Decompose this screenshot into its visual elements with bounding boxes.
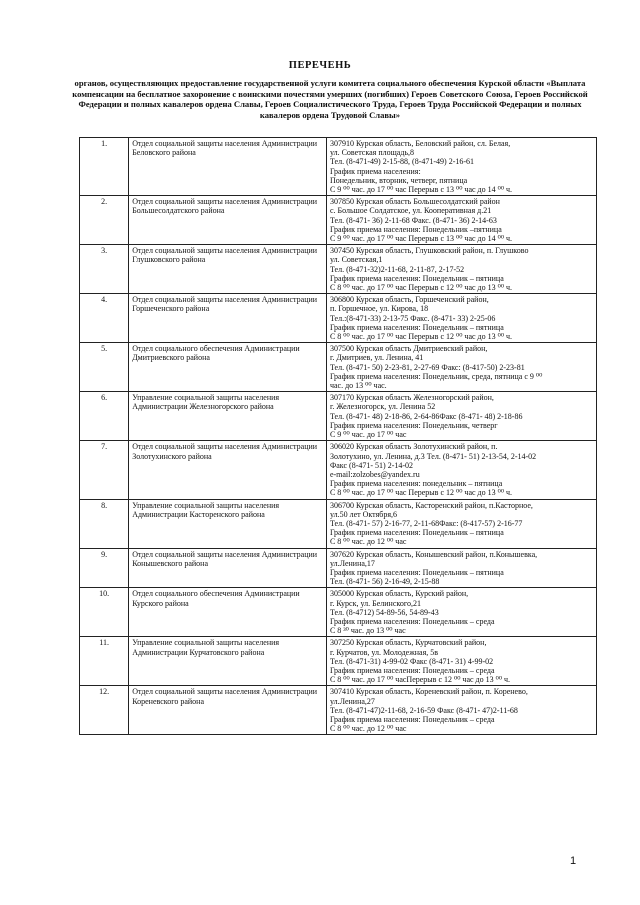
contact-line: Тел. (8-471- 48) 2-18-86, 2-64-86Факс (8-471- 48) 2-18-86 [329,411,523,421]
organization-name: Отдел социальной защиты населения Администрации Беловского района [129,138,327,196]
contact-line: Тел. (8-471- 50) 2-23-81, 2-27-69 Факс: (8-417-50) 2-23-81 [329,362,525,372]
table-row [80,245,597,294]
contact-line: г. Железногорск, ул. Ленина 52 [329,402,436,412]
contact-line: Тел. (8-471-47)2-11-68, 2-16-59 Факс (8-471- 47)2-11-68 [329,705,518,715]
contact-line: С 8 ⁰⁰ час. до 17 ⁰⁰ часПерерыв с 12 ⁰⁰ час до 13 ⁰⁰ ч. [329,675,511,685]
row-number: 6. [80,392,129,441]
contact-line: С 8 ⁰⁰ час. до 12 ⁰⁰ час [329,537,407,547]
contact-line: График приема населения: Понедельник, среда, пятница с 9 ⁰⁰ [329,371,543,381]
row-number: 8. [80,499,129,548]
contact-line: С 9 ⁰⁰ час. до 17 ⁰⁰ час Перерыв с 13 ⁰⁰ час до 14 ⁰⁰ ч. [329,234,513,244]
table-row [80,441,597,499]
organization-name: Отдел социальной защиты населения Администрации Золотухинского района [129,441,327,499]
table-row [80,637,597,686]
organizations-table-body [80,138,597,735]
contact-line: 307250 Курская область, Курчатовский район, [329,638,487,648]
contact-line: С 9 ⁰⁰ час. до 17 ⁰⁰ час Перерыв с 13 ⁰⁰ час до 14 ⁰⁰ ч. [329,185,513,195]
contact-info [326,441,596,499]
table-row [80,343,597,392]
row-number: 11. [80,637,129,686]
contact-line: С 8 ⁰⁰ час. до 12 ⁰⁰ час [329,724,407,734]
organization-name: Отдел социальной защиты населения Администрации Кореневского района [129,686,327,735]
contact-line: ул.Ленина,27 [329,696,375,706]
contact-line: ул. Советская площадь,8 [329,148,415,158]
row-number: 10. [80,588,129,637]
contact-line: График приема населения: [329,166,421,176]
organization-name: Отдел социального обеспечения Администрации Курского района [129,588,327,637]
contact-line: 306800 Курская область, Горшеченский район, [329,295,489,305]
organization-name: Управление социальной защиты населения Администрации Курчатовского района [129,637,327,686]
contact-line: Тел. (8-471-31) 4-99-02 Факс (8-471- 31) 4-99-02 [329,656,494,666]
contact-line: Золотухино, ул. Ленина, д.3 Тел. (8-471- 51) 2-13-54, 2-14-02 [329,451,537,461]
table-row [80,392,597,441]
document-title: ПЕРЕЧЕНЬ [288,60,352,71]
organization-name: Управление социальной защиты населения Администрации Железногорского района [129,392,327,441]
contact-line: График приема населения: Понедельник – пятница [329,567,504,577]
contact-line: С 8 ⁰⁰ час. до 17 ⁰⁰ час Перерыв с 12 ⁰⁰ час до 13 ⁰⁰ ч. [329,488,513,498]
contact-line: 307850 Курская область Большесолдатский район [329,197,500,207]
table-row [80,499,597,548]
contact-line: 307170 Курская область Железногорский район, [329,393,494,403]
row-number: 5. [80,343,129,392]
contact-line: ул.Ленина,17 [329,558,375,568]
contact-line: e-mail:zolzobes@yandex.ru [329,469,420,479]
contact-line: График приема населения: Понедельник – пятница [329,322,504,332]
organization-name: Отдел социального обеспечения Администрации Дмитриевского района [129,343,327,392]
contact-line: График приема населения: понедельник – пятница [329,479,503,489]
organizations-table [79,137,597,735]
contact-line: час. до 13 ⁰⁰ час. [329,381,387,391]
contact-line: Тел. (8-4712) 54-89-56, 54-89-43 [329,607,439,617]
contact-line: г. Дмитриев, ул. Ленина, 41 [329,353,424,363]
contact-line: График приема населения: Понедельник – среда [329,714,495,724]
contact-line: Тел. (8-471- 56) 2-16-49, 2-15-88 [329,577,440,587]
contact-line: С 8 ³⁰ час. до 13 ⁰⁰ час [329,626,406,636]
contact-line: ул.50 лет Октября,6 [329,509,397,519]
table-row [80,138,597,196]
contact-line: С 8 ⁰⁰ час. до 17 ⁰⁰ час Перерыв с 12 ⁰⁰ час до 13 ⁰⁰ ч. [329,283,513,293]
table-row [80,294,597,343]
contact-line: 307620 Курская область, Конышевский район, п.Конышевка, [329,549,538,559]
contact-info [326,548,596,588]
contact-info [326,392,596,441]
row-number: 7. [80,441,129,499]
contact-line: С 8 ⁰⁰ час. до 17 ⁰⁰ час Перерыв с 12 ⁰⁰ час до 13 ⁰⁰ ч. [329,332,513,342]
organization-name: Отдел социальной защиты населения Администрации Конышевского района [129,548,327,588]
contact-info [326,637,596,686]
contact-line: г. Курчатов, ул. Молодежная, 5в [329,647,439,657]
contact-line: Тел. (8-471-49) 2-15-88, (8-471-49) 2-16-61 [329,157,475,167]
organization-name: Отдел социальной защиты населения Администрации Горшеченского района [129,294,327,343]
row-number: 3. [80,245,129,294]
contact-line: График приема населения: Понедельник, четверг [329,420,498,430]
contact-info [326,138,596,196]
contact-line: п. Горшечное, ул. Кирова, 18 [329,304,429,314]
contact-info [326,499,596,548]
contact-info [326,294,596,343]
contact-line: 307500 Курская область Дмитриевский район, [329,344,488,354]
contact-line: 306020 Курская область Золотухинский район, п. [329,442,498,452]
contact-line: 305000 Курская область, Курский район, [329,589,469,599]
table-row [80,548,597,588]
contact-line: График приема населения: Понедельник – среда [329,665,495,675]
organization-name: Отдел социальной защиты населения Администрации Большесолдатского района [129,196,327,245]
row-number: 9. [80,548,129,588]
contact-info [326,686,596,735]
contact-line: График приема населения: Понедельник – среда [329,616,495,626]
organization-name: Отдел социальной защиты населения Администрации Глушковского района [129,245,327,294]
contact-line: Тел. (8-471- 57) 2-16-77, 2-11-68Факс: (8-417-57) 2-16-77 [329,518,523,528]
contact-line: 307410 Курская область, Кореневский район, п. Коренево, [329,687,528,697]
row-number: 12. [80,686,129,735]
page-number: 1 [570,855,577,867]
organization-name: Управление социальной защиты населения Администрации Касторенского района [129,499,327,548]
contact-line: Тел. (8-471- 36) 2-11-68 Факс. (8-471- 36) 2-14-63 [329,215,497,225]
contact-line: Тел.:(8-471-33) 2-13-75 Факс. (8-471- 33) 2-25-06 [329,313,496,323]
contact-line: 307450 Курская область, Глушковский район, п. Глушково [329,246,529,256]
table-row [80,196,597,245]
contact-line: 307910 Курская область, Беловский район, сл. Белая, [329,139,511,148]
contact-line: Понедельник, вторник, четверг, пятница [329,175,468,185]
row-number: 1. [80,138,129,196]
contact-info [326,245,596,294]
contact-line: г. Курск, ул. Белинского,21 [329,598,421,608]
table-row [80,588,597,637]
contact-line: 306700 Курская область, Касторенский район, п.Касторное, [329,500,533,510]
row-number: 2. [80,196,129,245]
row-number: 4. [80,294,129,343]
contact-line: с. Большое Солдатское, ул. Кооперативная д.21 [329,206,492,216]
contact-line: Тел. (8-471-32)2-11-68, 2-11-87, 2-17-52 [329,264,465,274]
contact-info [326,588,596,637]
contact-info [326,196,596,245]
contact-line: График приема населения: Понедельник – пятница [329,528,504,538]
document-subtitle: органов, осуществляющих предоставление государственной услуги комитета социального обеспечения Курской области «Выплата компенсации на бесплатное захоронение с воинскими почестями умерших (погибших) Героев Советского Союза, Героев Российской Федерации и полных кавалеров ордена Славы, Героев Социалистического Труда, Героев Труда Российской Федерации и полных кавалеров ордена Трудовой Славы» [72,78,588,120]
contact-line: ул. Советская,1 [329,255,383,265]
contact-line: График приема населения: Понедельник – пятница [329,273,504,283]
table-row [80,686,597,735]
contact-line: График приема населения: Понедельник –пятница [329,224,502,234]
contact-line: С 9 ⁰⁰ час. до 17 ⁰⁰ час [329,430,407,440]
contact-info [326,343,596,392]
contact-line: Факс (8-471- 51) 2-14-02 [329,460,414,470]
